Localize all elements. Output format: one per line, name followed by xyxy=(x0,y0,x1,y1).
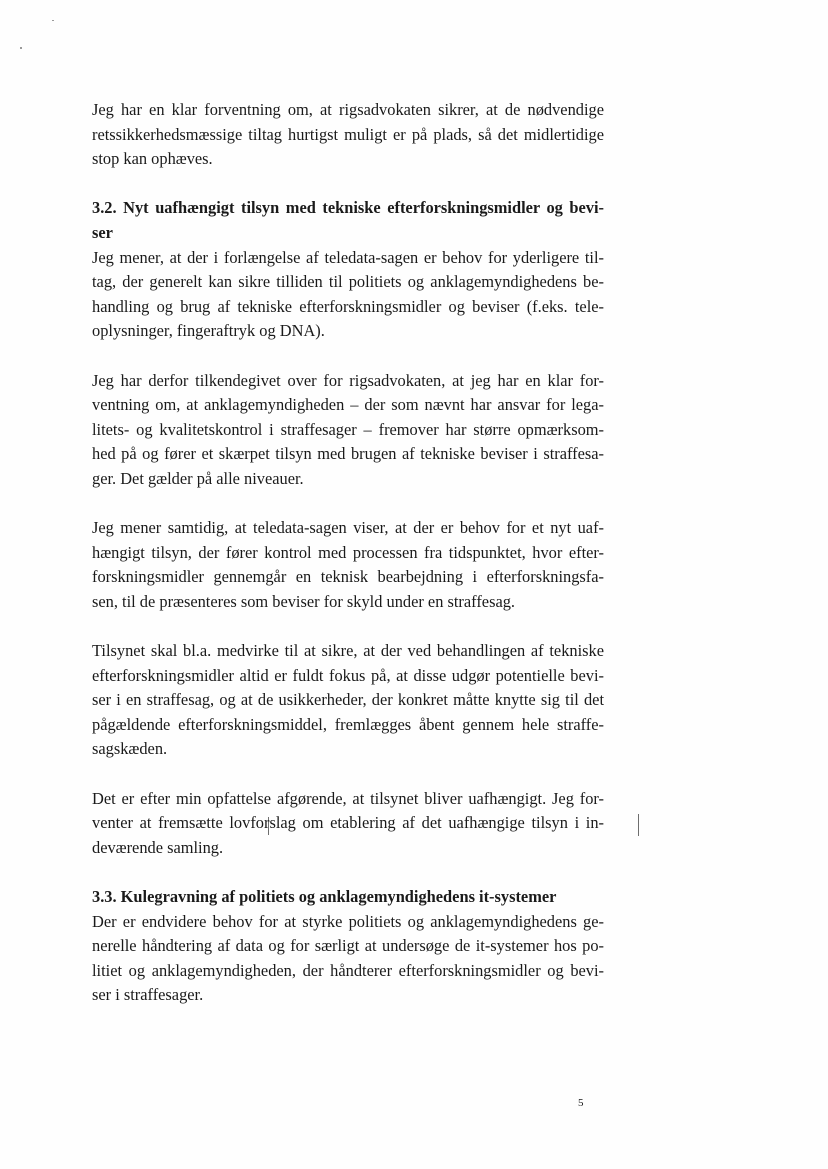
paragraph-line: deværende samling. xyxy=(92,837,224,857)
paragraph xyxy=(92,639,604,762)
paragraph xyxy=(92,787,604,861)
section-heading-3-3 xyxy=(92,885,604,910)
paragraph-line: ser i straffesager. xyxy=(92,985,204,1005)
paragraph-line: ger. Det gælder på alle niveauer. xyxy=(92,468,304,488)
paragraph-line: tag, der generelt kan sikre tilliden til politiets og anklagemyndighedens be- xyxy=(92,272,604,292)
heading-line: 3.3. Kulegravning af politiets og anklagemyndighedens it-systemer xyxy=(92,887,557,906)
paragraph xyxy=(92,910,604,1008)
paragraph xyxy=(92,516,604,614)
paragraph-line: venter at fremsætte lovforslag om etablering af det uafhængige tilsyn i in- xyxy=(92,813,604,833)
scan-line-mark xyxy=(638,814,639,836)
section-heading-3-2 xyxy=(92,196,604,245)
paragraph-line: oplysninger, fingeraftryk og DNA). xyxy=(92,321,325,341)
scan-speck xyxy=(20,47,22,49)
heading-line: 3.2. Nyt uafhængigt tilsyn med tekniske efterforskningsmidler og bevi- xyxy=(92,198,604,218)
scan-speck xyxy=(52,20,54,21)
paragraph-line: Tilsynet skal bl.a. medvirke til at sikre, at der ved behandlingen af tekniske xyxy=(92,641,604,661)
paragraph-line: hængigt tilsyn, der fører kontrol med processen fra tidspunktet, hvor efter- xyxy=(92,542,604,562)
paragraph-line: sagskæden. xyxy=(92,739,168,759)
intro-paragraph xyxy=(92,98,604,172)
paragraph-line: forskningsmidler gennemgår en teknisk bearbejdning i efterforskningsfa- xyxy=(92,567,604,587)
paragraph xyxy=(92,246,604,344)
paragraph-line: Jeg mener samtidig, at teledata-sagen viser, at der er behov for et nyt uaf- xyxy=(92,518,604,538)
page-number: 5 xyxy=(578,1097,584,1109)
paragraph-line: litiet og anklagemyndigheden, der håndterer efterforskningsmidler og bevi- xyxy=(92,960,604,980)
paragraph-line: litets- og kvalitetskontrol i straffesager – fremover har større opmærksom- xyxy=(92,419,604,439)
paragraph-line: ventning om, at anklagemyndigheden – der som nævnt har ansvar for lega- xyxy=(92,395,604,415)
paragraph-line: Jeg har derfor tilkendegivet over for rigsadvokaten, at jeg har en klar for- xyxy=(92,370,604,390)
paragraph-line: sen, til de præsenteres som beviser for skyld under en straffesag. xyxy=(92,591,516,611)
paragraph xyxy=(92,369,604,492)
paragraph-line: Der er endvidere behov for at styrke politiets og anklagemyndighedens ge- xyxy=(92,911,604,931)
paragraph-line: ser i en straffesag, og at de usikkerheder, der konkret måtte knytte sig til det xyxy=(92,690,604,710)
paragraph-line: nerelle håndtering af data og for særligt at undersøge de it-systemer hos po- xyxy=(92,936,604,956)
paragraph-line: pågældende efterforskningsmiddel, fremlægges åbent gennem hele straffe- xyxy=(92,714,604,734)
paragraph-line: Jeg mener, at der i forlængelse af teledata-sagen er behov for yderligere til- xyxy=(92,247,604,267)
document-body xyxy=(92,98,604,1033)
paragraph-line: handling og brug af tekniske efterforskningsmidler og beviser (f.eks. tele- xyxy=(92,296,604,316)
paragraph-line: Det er efter min opfattelse afgørende, at tilsynet bliver uafhængigt. Jeg for- xyxy=(92,788,604,808)
paragraph-line: efterforskningsmidler altid er fuldt fokus på, at disse udgør potentielle bevi- xyxy=(92,665,604,685)
paragraph-line: retssikkerhedsmæssige tiltag hurtigst muligt er på plads, så det midlertidige xyxy=(92,124,604,144)
paragraph-line: stop kan ophæves. xyxy=(92,149,213,169)
paragraph-line: Jeg har en klar forventning om, at rigsadvokaten sikrer, at de nødvendige xyxy=(92,100,604,119)
paragraph-line: hed på og fører et skærpet tilsyn med brugen af tekniske beviser i straffesa- xyxy=(92,444,604,464)
heading-line: ser xyxy=(92,222,113,242)
